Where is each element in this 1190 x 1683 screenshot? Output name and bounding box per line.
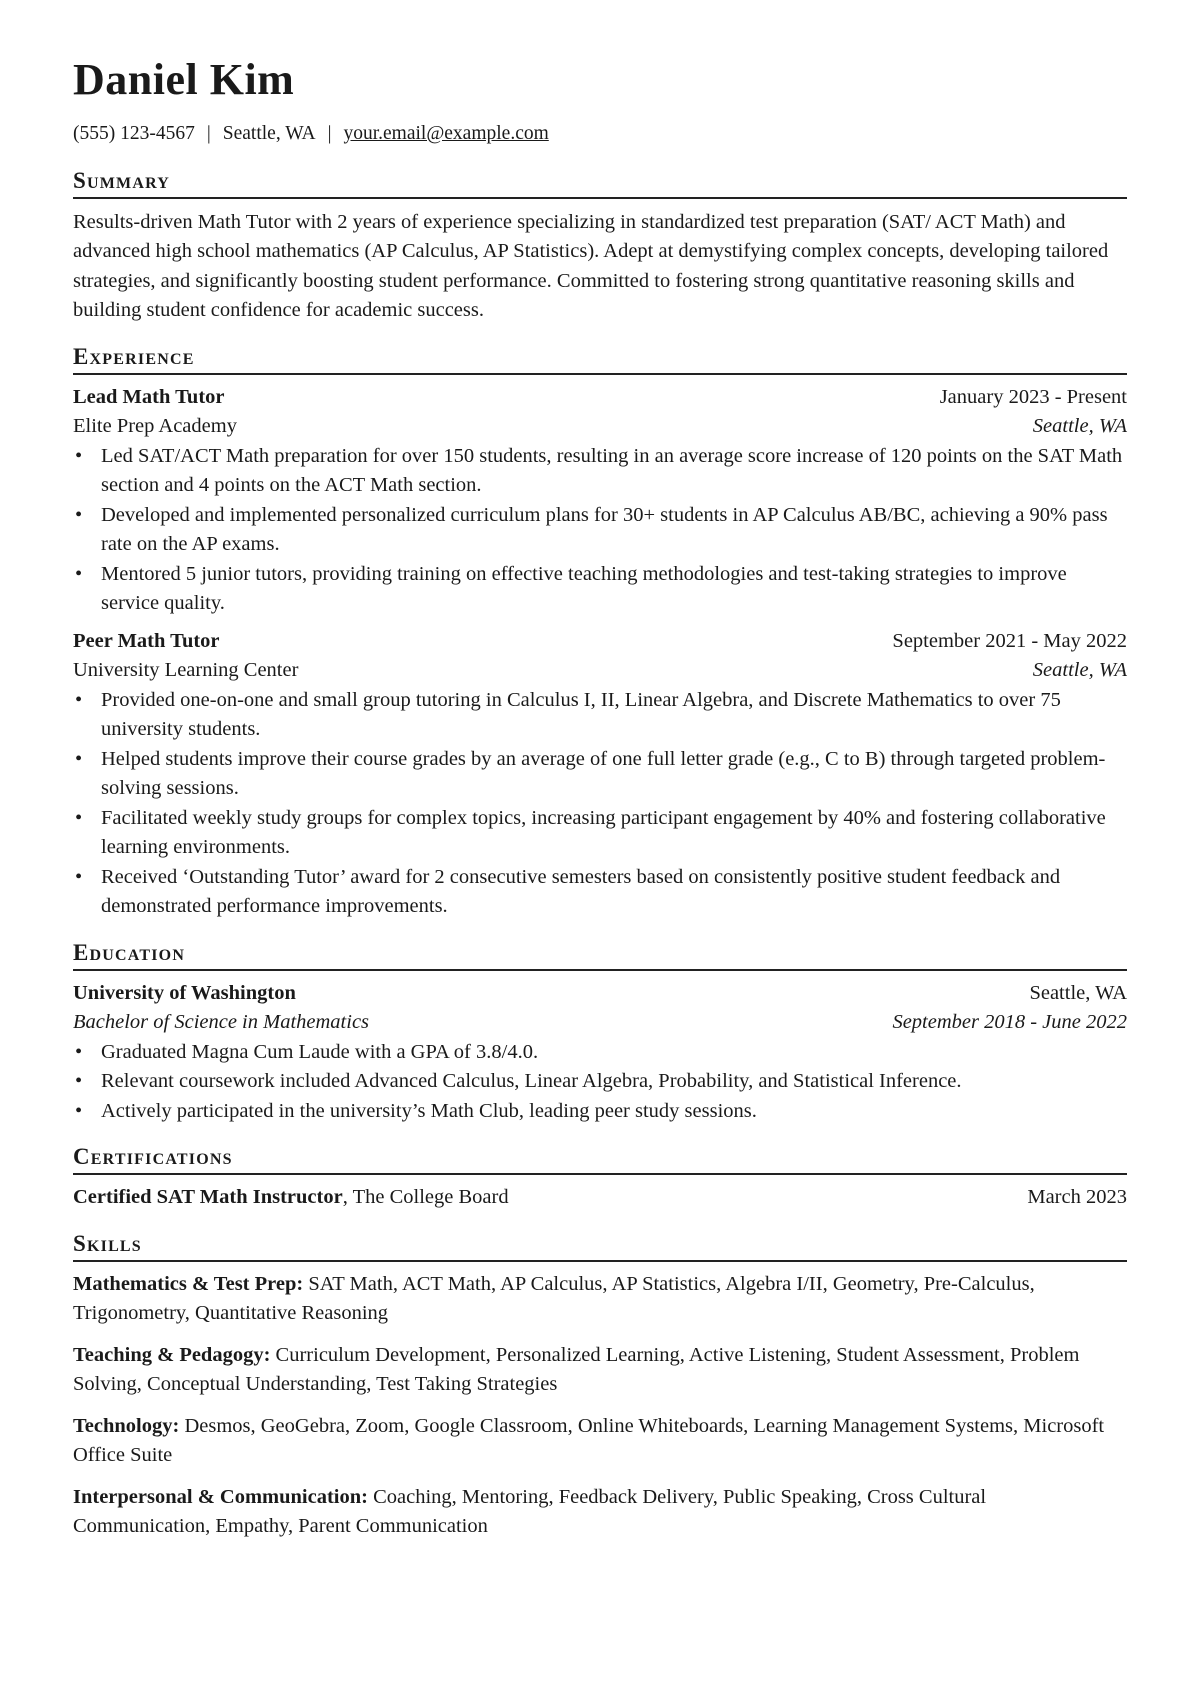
section-title-summary: Summary — [73, 169, 1127, 199]
certifications-section — [73, 1145, 1127, 1213]
skill-values: Curriculum Development, Personalized Learning, Active Listening, Student Assessment, Problem Solving, Conceptual Understanding, Test Taking Strategies — [73, 1343, 1080, 1395]
job-organization: Elite Prep Academy — [73, 415, 237, 437]
skill-label: Teaching & Pedagogy: — [73, 1343, 271, 1366]
certification-issuer: , The College Board — [342, 1186, 509, 1208]
phone-number: (555) 123-4567 — [73, 123, 195, 144]
skill-values: Desmos, GeoGebra, Zoom, Google Classroom, Online Whiteboards, Learning Management Systems, Microsoft Office Suite — [73, 1414, 1105, 1466]
job-entry — [73, 383, 1127, 619]
job-role: Peer Math Tutor — [73, 629, 220, 652]
skill-group — [73, 1483, 1127, 1542]
contact-separator: | — [206, 123, 211, 144]
job-location: Seattle, WA — [1032, 659, 1127, 681]
certification-name: Certified SAT Math Instructor — [73, 1186, 343, 1208]
skill-group — [73, 1270, 1127, 1329]
candidate-name: Daniel Kim — [73, 55, 295, 104]
skill-label: Technology: — [73, 1414, 180, 1437]
job-organization: University Learning Center — [73, 659, 299, 681]
list-item: • Provided one-on-one and small group tutoring in Calculus I, II, Linear Algebra, and Discrete Mathematics to over 75 university students. — [101, 686, 1127, 745]
list-item: • Graduated Magna Cum Laude with a GPA of 3.8/4.0. — [101, 1038, 1127, 1068]
section-title-education: Education — [73, 941, 1127, 971]
contact-location: Seattle, WA — [222, 123, 316, 144]
skill-label: Interpersonal & Communication: — [73, 1485, 368, 1508]
job-location: Seattle, WA — [1032, 415, 1127, 437]
list-item: • Led SAT/ACT Math preparation for over 150 students, resulting in an average score increase of 120 points on the SAT Math section and 4 points on the ACT Math section. — [101, 442, 1127, 501]
education-section — [73, 941, 1127, 1127]
job-dates: September 2021 - May 2022 — [892, 629, 1127, 652]
skill-group — [73, 1341, 1127, 1400]
list-item: • Mentored 5 junior tutors, providing training on effective teaching methodologies and test-taking strategies to improve service quality. — [101, 560, 1127, 619]
job-entry — [73, 627, 1127, 922]
section-title-experience: Experience — [73, 345, 1127, 375]
resume-page — [73, 55, 1127, 1554]
education-bullets — [73, 1038, 1127, 1127]
list-item: • Actively participated in the university’s Math Club, leading peer study sessions. — [101, 1097, 1127, 1127]
skill-values: SAT Math, ACT Math, AP Calculus, AP Statistics, Algebra I/II, Geometry, Pre-Calculus, Trigonometry, Quantitative Reasoning — [73, 1272, 1035, 1324]
contact-line — [73, 124, 1127, 144]
section-title-certifications: Certifications — [73, 1145, 1127, 1175]
contact-separator: | — [327, 123, 332, 144]
list-item: • Facilitated weekly study groups for complex topics, increasing participant engagement by 40% and fostering collaborative learning environments. — [101, 804, 1127, 863]
education-dates: September 2018 - June 2022 — [892, 1011, 1127, 1033]
certification-date: March 2023 — [1027, 1186, 1127, 1208]
experience-section — [73, 345, 1127, 922]
list-item: • Developed and implemented personalized curriculum plans for 30+ students in AP Calculus AB/BC, achieving a 90% pass rate on the AP exams. — [101, 501, 1127, 560]
list-item: • Received ‘Outstanding Tutor’ award for 2 consecutive semesters based on consistently positive student feedback and demonstrated performance improvements. — [101, 863, 1127, 922]
job-dates: January 2023 - Present — [939, 385, 1127, 408]
job-bullets — [73, 686, 1127, 922]
summary-text: Results-driven Math Tutor with 2 years of experience specializing in standardized test preparation (SAT/ ACT Math) and advanced high school mathematics (AP Calculus, AP Statistics). Adept at demystifying complex concepts, developing tailored strategies, and significantly boosting student performance. Committed to fostering strong quantitative reasoning skills and building student confidence for academic success. — [73, 210, 1109, 321]
list-item: • Relevant coursework included Advanced Calculus, Linear Algebra, Probability, and Statistical Inference. — [101, 1067, 1127, 1097]
skill-group — [73, 1412, 1127, 1471]
list-item: • Helped students improve their course grades by an average of one full letter grade (e.g., C to B) through targeted problem-solving sessions. — [101, 745, 1127, 804]
skill-label: Mathematics & Test Prep: — [73, 1272, 304, 1295]
email-link[interactable]: your.email@example.com — [343, 123, 549, 144]
degree-name: Bachelor of Science in Mathematics — [73, 1011, 370, 1033]
section-title-skills: Skills — [73, 1232, 1127, 1262]
job-role: Lead Math Tutor — [73, 385, 225, 408]
summary-section — [73, 169, 1127, 326]
job-bullets — [73, 442, 1127, 619]
skill-values: Coaching, Mentoring, Feedback Delivery, Public Speaking, Cross Cultural Communication, Empathy, Parent Communication — [73, 1485, 987, 1537]
school-location: Seattle, WA — [1029, 981, 1127, 1004]
certification-entry — [73, 1183, 1127, 1213]
skills-section — [73, 1232, 1127, 1542]
school-name: University of Washington — [73, 981, 296, 1004]
